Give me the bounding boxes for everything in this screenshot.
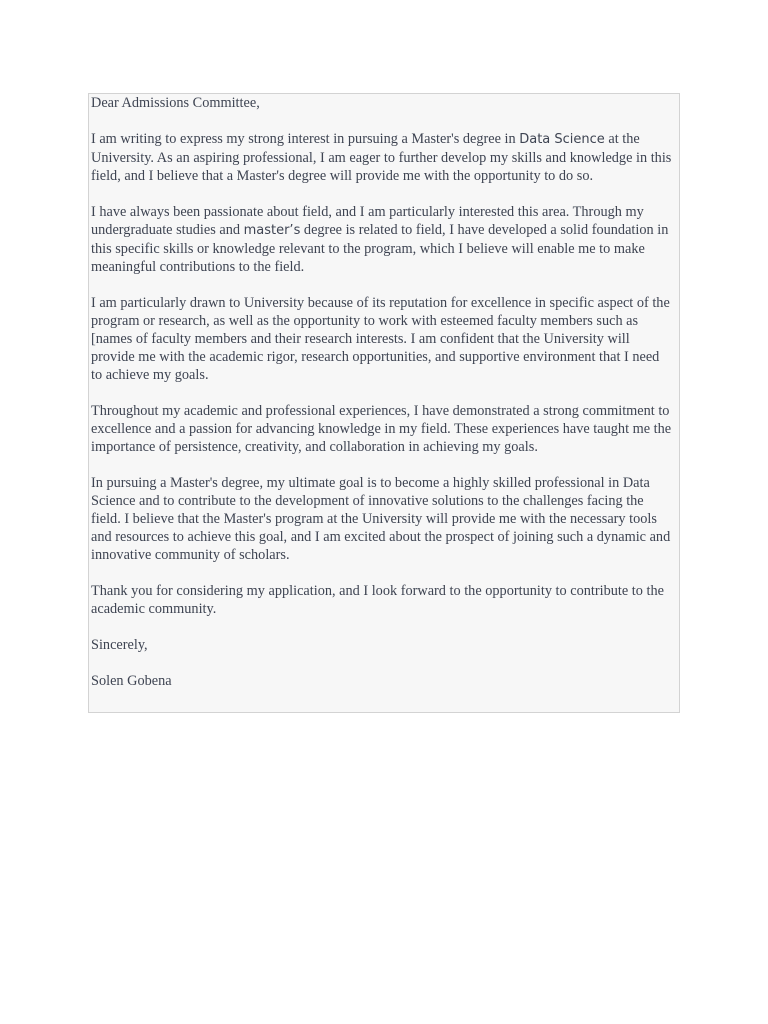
letter-signature: Solen Gobena [91, 673, 172, 689]
paragraph-experience: Throughout my academic and professional experiences, I have demonstrated a strong commitment to excellence and a passion for advancing knowledge in my field. These experiences have taught me the importance of persistence, creativity, and collaboration in achieving my goals. [91, 403, 672, 455]
paragraph-university: I am particularly drawn to University because of its reputation for excellence in specific aspect of the program or research, as well as the opportunity to work with esteemed faculty members such as [names of faculty members and their research interests. I am confident that the University will provide me with the academic rigor, research opportunities, and supportive environment that I need to achieve my goals. [91, 295, 670, 383]
paragraph-goals: In pursuing a Master's degree, my ultimate goal is to become a highly skilled professional in Data Science and to contribute to the development of innovative solutions to the challenges facing the field. I believe that the Master's program at the University will provide me with the necessary tools and resources to achieve this goal, and I am excited about the prospect of joining such a dynamic and innovative community of scholars. [91, 475, 671, 563]
paragraph-intro-text-end: at the University. As an aspiring professional, I am eager to further develop my skills and knowledge in this field, and I believe that a Master's degree will provide me with the opportunity to do so. [91, 131, 672, 184]
letter-greeting: Dear Admissions Committee, [91, 95, 260, 111]
degree-word: master’s [243, 223, 301, 238]
paragraph-background-text-end: degree is related to field, I have developed a solid foundation in this specific skills or knowledge relevant to the program, which I believe will enable me to make meaningful contributions to the field. [91, 222, 669, 275]
paragraph-intro [91, 130, 673, 185]
program-name: Data Science [519, 132, 605, 147]
letter-body [88, 93, 680, 713]
paragraph-background-text-start: I have always been passionate about field, and I am particularly interested this area. Through my undergraduate studies and [91, 204, 644, 238]
letter-closing: Sincerely, [91, 637, 148, 653]
paragraph-thanks: Thank you for considering my application, and I look forward to the opportunity to contribute to the academic community. [91, 583, 664, 617]
paragraph-background [91, 203, 673, 276]
paragraph-intro-text-start: I am writing to express my strong interest in pursuing a Master's degree in [91, 131, 520, 147]
